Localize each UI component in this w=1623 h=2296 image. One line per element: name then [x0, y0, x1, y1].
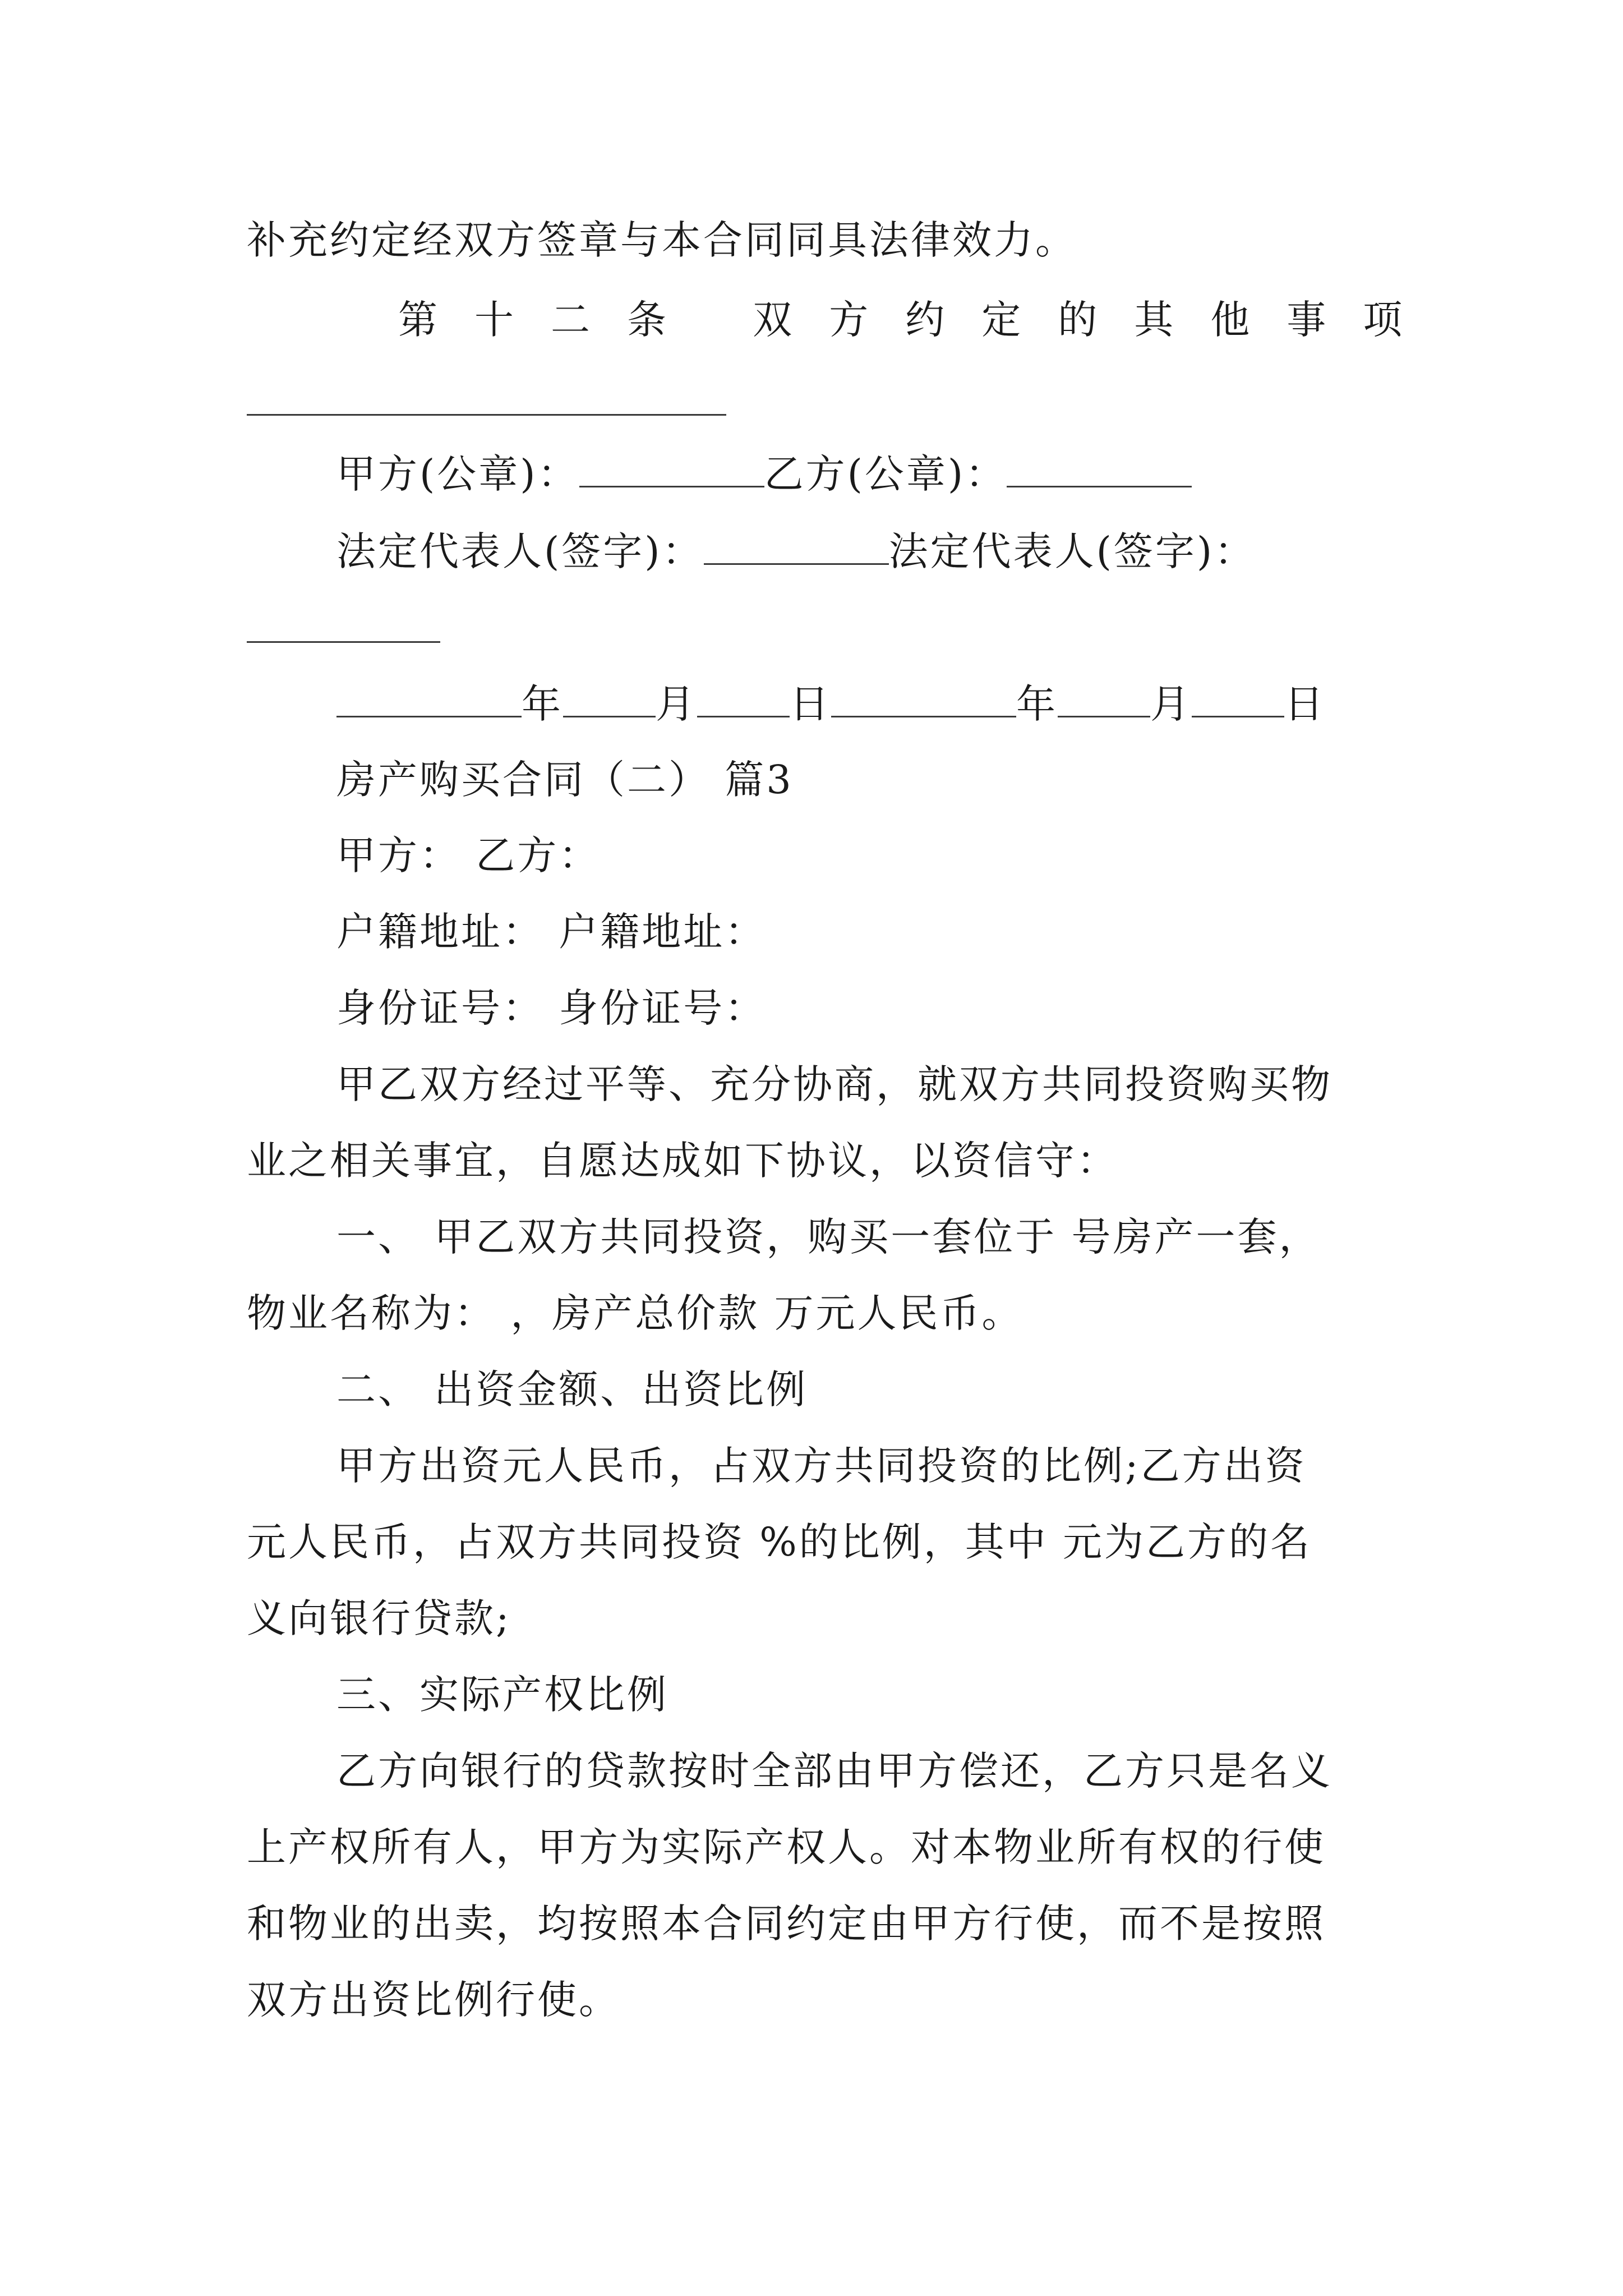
date-year-label: 年	[522, 681, 563, 727]
clause-3-line: 和物业的出卖，均按照本合同约定由甲方行使，而不是按照	[247, 1901, 1326, 1947]
party-b-representative-label: 法定代表人(签字)：	[888, 528, 1256, 574]
clause-2-heading: 二、 出资金额、出资比例	[336, 1366, 808, 1412]
clause-3-line: 双方出资比例行使。	[247, 1977, 620, 2023]
signature-line-representatives	[336, 526, 1256, 577]
date-line	[336, 679, 1326, 729]
clause-3-line: 乙方向银行的贷款按时全部由甲方偿还，乙方只是名义	[336, 1748, 1332, 1794]
party-b-representative-blank	[247, 641, 440, 643]
date-blank	[336, 680, 522, 717]
id-number-line: 身份证号： 身份证号：	[336, 985, 767, 1031]
fill-in-line	[247, 414, 726, 416]
address-line: 户籍地址： 户籍地址：	[336, 909, 767, 955]
party-b-seal-label: 乙方(公章)：	[764, 451, 1007, 497]
party-a-seal-blank	[579, 450, 764, 487]
clause-3-heading: 三、实际产权比例	[336, 1672, 668, 1718]
date-blank	[563, 680, 656, 717]
contract-title: 房产购买合同（二） 篇3	[336, 757, 794, 803]
paragraph-line: 业之相关事宜，自愿达成如下协议，以资信守：	[247, 1138, 1118, 1184]
signature-line-seals	[336, 449, 1192, 499]
party-a-representative-blank	[704, 527, 889, 565]
date-day-label: 日	[1284, 681, 1326, 727]
party-b-seal-blank	[1007, 450, 1192, 487]
parties-line: 甲方： 乙方：	[336, 832, 601, 878]
clause-2-line: 甲方出资元人民币，占双方共同投资的比例;乙方出资	[336, 1443, 1307, 1489]
date-year-label: 年	[1016, 681, 1058, 727]
clause-1-line: 物业名称为： ，房产总价款 万元人民币。	[247, 1290, 1023, 1336]
party-a-seal-label: 甲方(公章)：	[336, 451, 579, 497]
date-day-label: 日	[790, 681, 831, 727]
date-blank	[831, 680, 1016, 717]
paragraph-line: 补充约定经双方签章与本合同同具法律效力。	[247, 217, 1077, 263]
date-month-label: 月	[656, 681, 697, 727]
date-month-label: 月	[1150, 681, 1192, 727]
date-blank	[697, 680, 790, 717]
article-12-heading: 第十二条 双方约定的其他事项	[398, 297, 1440, 343]
paragraph-line: 甲乙双方经过平等、充分协商，就双方共同投资购买物	[336, 1061, 1332, 1107]
date-blank	[1192, 680, 1284, 717]
date-blank	[1058, 680, 1150, 717]
clause-2-line: 义向银行贷款;	[247, 1595, 511, 1641]
clause-1-line: 一、 甲乙双方共同投资，购买一套位于 号房产一套，	[336, 1214, 1321, 1260]
party-a-representative-label: 法定代表人(签字)：	[336, 528, 704, 574]
clause-2-line: 元人民币，占双方共同投资 %的比例，其中 元为乙方的名	[247, 1519, 1312, 1565]
clause-3-line: 上产权所有人，甲方为实际产权人。对本物业所有权的行使	[247, 1824, 1326, 1870]
